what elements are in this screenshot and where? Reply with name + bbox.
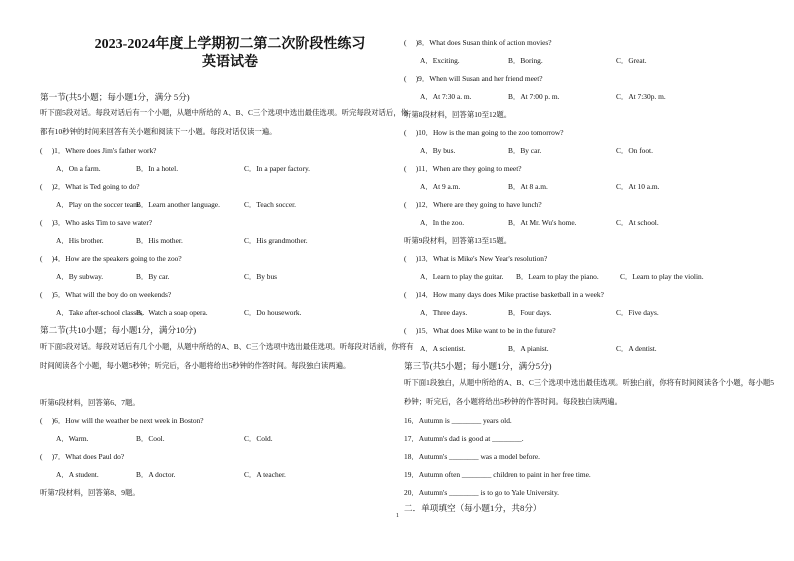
option-c[interactable]: C．His grandmother.	[244, 236, 308, 245]
part-2-title: 二．单项填空（每小题1分，共8分）	[404, 503, 542, 513]
question-19: 19．Autumn often ________ children to paint in her free time.	[404, 470, 591, 479]
option-c[interactable]: C．At school.	[616, 218, 659, 227]
option-c[interactable]: C．Cold.	[244, 434, 273, 443]
question-11: ( )11．When are they going to meet?	[404, 164, 522, 173]
option-c[interactable]: C．Learn to play the violin.	[620, 272, 704, 281]
option-c[interactable]: C．At 7:30p. m.	[616, 92, 666, 101]
option-b[interactable]: B．Four days.	[508, 308, 552, 317]
question-5: ( )5．What will the boy do on weekends?	[40, 290, 172, 299]
option-c[interactable]: C．In a paper factory.	[244, 164, 311, 173]
section-1-title: 第一节(共5小题；每小题1分，满分 5分)	[40, 92, 190, 102]
option-a[interactable]: A．At 7:30 a. m.	[420, 92, 472, 101]
option-a[interactable]: A．At 9 a.m.	[420, 182, 461, 191]
question-9-options	[420, 92, 780, 102]
option-c[interactable]: C．On foot.	[616, 146, 653, 155]
option-a[interactable]: A．Learn to play the guitar.	[420, 272, 504, 281]
page-subtitle: 英语试卷	[202, 55, 258, 70]
material-7-note: 听第7段材料，回答第8、9题。	[40, 488, 140, 497]
question-16: 16．Autumn is ________ years old.	[404, 416, 512, 425]
question-11-options	[420, 182, 780, 192]
option-a[interactable]: A．On a farm.	[56, 164, 101, 173]
section-2-instructions: 听下面5段对话。每段对话后有几个小题，从题中所给的A、B、C三个选项中选出最佳选项。听每段对话前，你将有时间阅读各个小题，每小题5秒钟；听完后，各小题将给出5秒钟的作答时间。每段独白读两遍。	[40, 342, 414, 370]
option-a[interactable]: A．In the zoo.	[420, 218, 465, 227]
question-13-options	[420, 272, 780, 282]
option-b[interactable]: B．Cool.	[136, 434, 165, 443]
option-b[interactable]: B．By car.	[136, 272, 170, 281]
question-6: ( )6．How will the weather be next week in Boston?	[40, 416, 204, 425]
question-14: ( )14．How many days does Mike practise basketball in a week?	[404, 290, 604, 299]
option-a[interactable]: A．Play on the soccer team.	[56, 200, 141, 209]
option-b[interactable]: B．At 7:00 p. m.	[508, 92, 560, 101]
option-b[interactable]: B．His mother.	[136, 236, 183, 245]
option-c[interactable]: C．A teacher.	[244, 470, 286, 479]
option-c[interactable]: C．Five days.	[616, 308, 659, 317]
question-6-options	[56, 434, 416, 444]
page-title: 2023-2024年度上学期初二第二次阶段性练习	[94, 37, 366, 52]
question-7-options	[56, 470, 416, 480]
option-b[interactable]: B．Learn another language.	[136, 200, 220, 209]
option-a[interactable]: A．Three days.	[420, 308, 468, 317]
page-number: 1	[396, 513, 399, 519]
option-c[interactable]: C．By bus	[244, 272, 278, 281]
section-3-title: 第三节(共5小题；每小题1分，满分5分)	[404, 361, 552, 371]
question-4-options	[56, 272, 416, 282]
option-b[interactable]: B．By car.	[508, 146, 542, 155]
question-17: 17．Autumn's dad is good at ________.	[404, 434, 524, 443]
section-3-instructions: 听下面1段独白，从题中所给的A、B、C三个选项中选出最佳选项。听独白前，你将有时间阅读各个小题，每小题5秒钟；听完后，各小题将给出5秒钟的作答时间。每段独白读两遍。	[404, 378, 774, 406]
option-a[interactable]: A．A scientist.	[420, 344, 466, 353]
question-8-options	[420, 56, 780, 66]
question-10: ( )10．How is the man going to the zoo tomorrow?	[404, 128, 564, 137]
option-b[interactable]: B．A pianist.	[508, 344, 549, 353]
question-15-options	[420, 344, 780, 354]
question-12: ( )12．Where are they going to have lunch?	[404, 200, 542, 209]
question-3: ( )3．Who asks Tim to save water?	[40, 218, 153, 227]
question-7: ( )7．What does Paul do?	[40, 452, 125, 461]
question-15: ( )15．What does Mike want to be in the future?	[404, 326, 556, 335]
option-c[interactable]: C．Great.	[616, 56, 647, 65]
option-a[interactable]: A．Take after-school classes.	[56, 308, 145, 317]
material-8-note: 听第8段材料，回答第10至12题。	[404, 110, 512, 119]
question-13: ( )13．What is Mike's New Year's resolution?	[404, 254, 548, 263]
option-b[interactable]: B．Learn to play the piano.	[516, 272, 599, 281]
section-2-title: 第二节(共10小题；每小题1分，满分10分)	[40, 325, 197, 335]
material-6-note: 听第6段材料，回答第6、7题。	[40, 398, 140, 407]
question-20: 20．Autumn's ________ is to go to Yale University.	[404, 488, 560, 497]
question-1: ( )1．Where does Jim's father work?	[40, 146, 157, 155]
question-2: ( )2．What is Ted going to do?	[40, 182, 140, 191]
question-4: ( )4．How are the speakers going to the zoo?	[40, 254, 182, 263]
section-1-instructions: 听下面5段对话。每段对话后有一个小题，从题中所给的 A、B、C三个选项中选出最佳选项。听完每段对话后，你都有10秒钟的时间来回答有关小题和阅读下一小题。每段对话仅读一遍。	[40, 108, 409, 136]
option-c[interactable]: C．Teach soccer.	[244, 200, 297, 209]
question-3-options	[56, 236, 416, 246]
question-9: ( )9．When will Susan and her friend meet?	[404, 74, 543, 83]
option-b[interactable]: B．Watch a soap opera.	[136, 308, 208, 317]
option-b[interactable]: B．At Mr. Wu's home.	[508, 218, 577, 227]
option-c[interactable]: C．At 10 a.m.	[616, 182, 660, 191]
question-5-options	[56, 308, 416, 318]
option-a[interactable]: A．By bus.	[420, 146, 456, 155]
question-8: ( )8．What does Susan think of action movies?	[404, 38, 552, 47]
material-9-note: 听第9段材料，回答第13至15题。	[404, 236, 512, 245]
option-a[interactable]: A．A student.	[56, 470, 99, 479]
option-a[interactable]: A．Warm.	[56, 434, 89, 443]
question-10-options	[420, 146, 780, 156]
question-14-options	[420, 308, 780, 318]
option-a[interactable]: A．Exciting.	[420, 56, 460, 65]
question-2-options	[56, 200, 416, 210]
option-b[interactable]: B．In a hotel.	[136, 164, 179, 173]
question-18: 18．Autumn's ________ was a model before.	[404, 452, 540, 461]
option-b[interactable]: B．Boring.	[508, 56, 543, 65]
option-a[interactable]: A．His brother.	[56, 236, 104, 245]
question-12-options	[420, 218, 780, 228]
option-b[interactable]: B．At 8 a.m.	[508, 182, 548, 191]
option-c[interactable]: C．Do housework.	[244, 308, 302, 317]
option-c[interactable]: C．A dentist.	[616, 344, 657, 353]
option-b[interactable]: B．A doctor.	[136, 470, 176, 479]
option-a[interactable]: A．By subway.	[56, 272, 104, 281]
question-1-options	[56, 164, 416, 174]
